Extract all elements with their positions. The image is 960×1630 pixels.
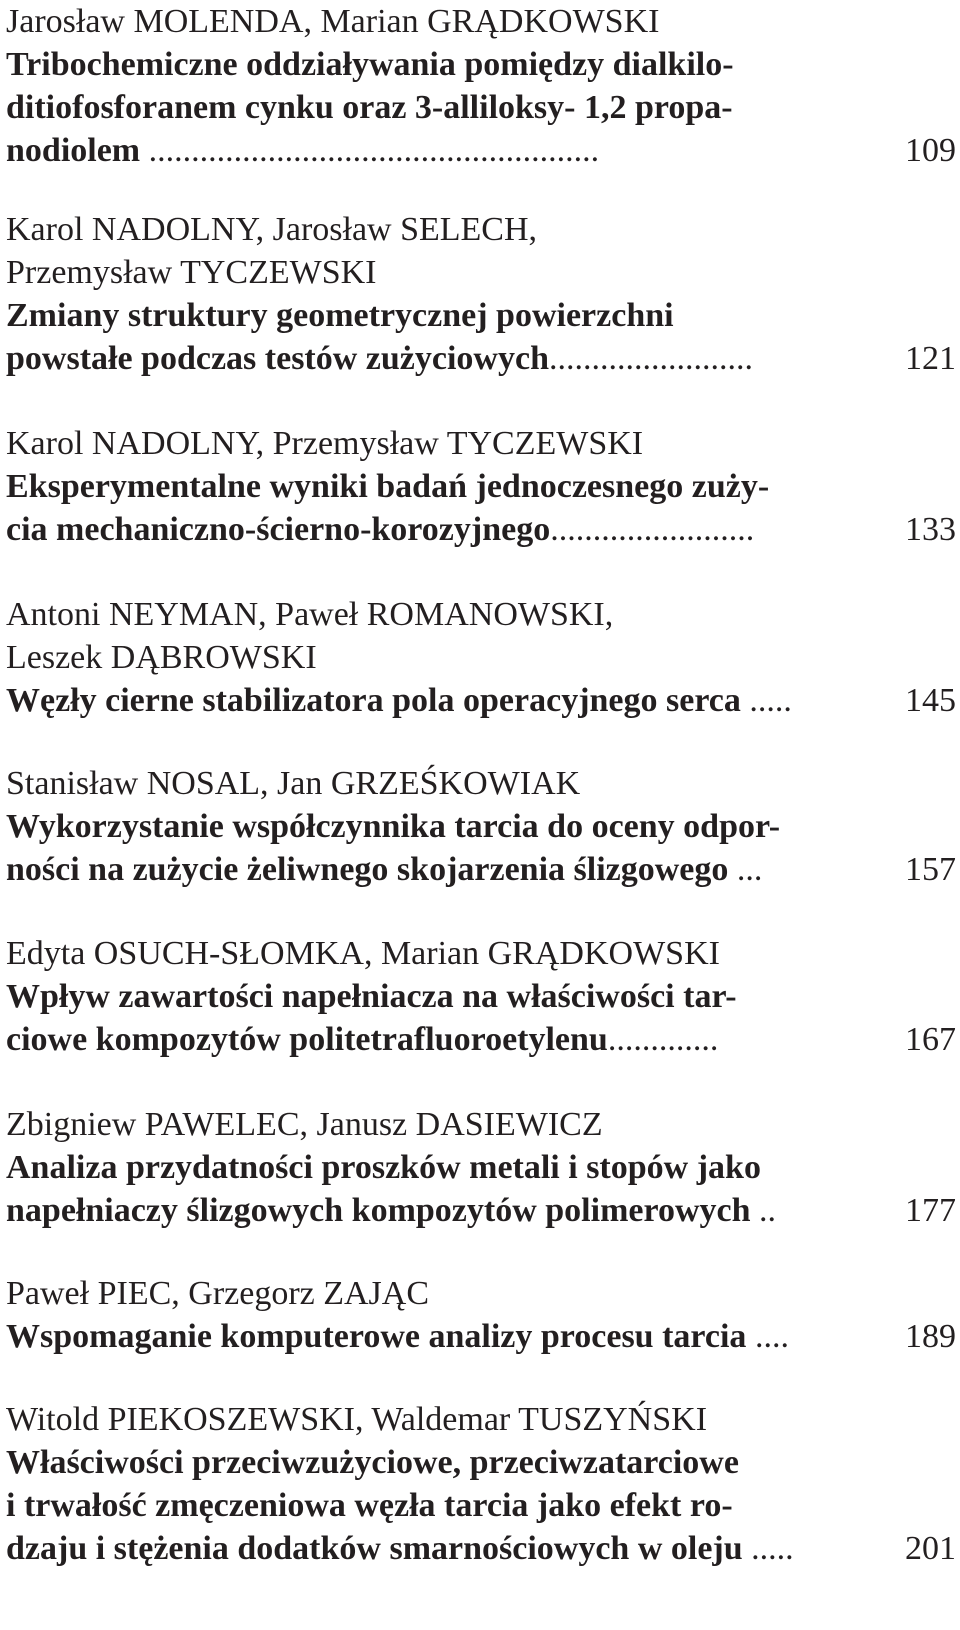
page-number[interactable]: 109 xyxy=(905,132,956,169)
dot-leader: .... xyxy=(746,1318,789,1355)
entry-authors: Leszek DĄBROWSKI xyxy=(6,639,317,676)
entry-title-end: cia mechaniczno-ścierno-korozyjnego xyxy=(6,511,551,548)
entry-title-line: Wpływ zawartości napełniacza na właściwości tar- xyxy=(6,978,737,1015)
entry-title-end: Węzły cierne stabilizatora pola operacyjnego serca xyxy=(6,682,741,719)
toc-entry xyxy=(6,593,956,722)
page-number[interactable]: 145 xyxy=(905,682,956,719)
page-number[interactable]: 157 xyxy=(905,851,956,888)
entry-title-last-line xyxy=(6,337,956,380)
entry-title-last-line xyxy=(6,129,956,172)
entry-title-line: Właściwości przeciwzużyciowe, przeciwzatarciowe xyxy=(6,1444,739,1481)
entry-title-last-line xyxy=(6,1527,956,1570)
dot-leader: ........................ xyxy=(550,511,755,548)
entry-title-line: Tribochemiczne oddziaływania pomiędzy dialkilo- xyxy=(6,46,734,83)
entry-authors: Stanisław NOSAL, Jan GRZEŚKOWIAK xyxy=(6,765,581,802)
entry-title-line: i trwałość zmęczeniowa węzła tarcia jako efekt ro- xyxy=(6,1487,733,1524)
entry-title-end: powstałe podczas testów zużyciowych xyxy=(6,340,549,377)
entry-authors: Witold PIEKOSZEWSKI, Waldemar TUSZYŃSKI xyxy=(6,1401,708,1438)
entry-title-last-line xyxy=(6,1315,956,1358)
entry-title-end: ciowe kompozytów politetrafluoroetylenu xyxy=(6,1021,608,1058)
entry-authors: Antoni NEYMAN, Paweł ROMANOWSKI, xyxy=(6,596,614,633)
page-number[interactable]: 189 xyxy=(905,1318,956,1355)
toc-entry xyxy=(6,1103,956,1232)
entry-title-last-line xyxy=(6,1018,956,1061)
dot-leader: ..................................................... xyxy=(140,132,600,169)
page-number[interactable]: 167 xyxy=(905,1021,956,1058)
entry-title-last-line xyxy=(6,1189,956,1232)
entry-authors: Jarosław MOLENDA, Marian GRĄDKOWSKI xyxy=(6,3,660,40)
dot-leader: ..... xyxy=(740,682,792,719)
entry-title-line: Analiza przydatności proszków metali i stopów jako xyxy=(6,1149,761,1186)
entry-title-end: napełniaczy ślizgowych kompozytów polimerowych xyxy=(6,1192,751,1229)
toc-entry xyxy=(6,1272,956,1358)
entry-authors: Zbigniew PAWELEC, Janusz DASIEWICZ xyxy=(6,1106,603,1143)
entry-authors: Karol NADOLNY, Jarosław SELECH, xyxy=(6,211,538,248)
entry-title-end: dzaju i stężenia dodatków smarnościowych w oleju xyxy=(6,1530,743,1567)
entry-title-line: Wykorzystanie współczynnika tarcia do oceny odpor- xyxy=(6,808,781,845)
page-number[interactable]: 201 xyxy=(905,1530,956,1567)
dot-leader: ........................ xyxy=(549,340,753,377)
dot-leader: ... xyxy=(728,851,763,888)
page-number[interactable]: 121 xyxy=(905,340,956,377)
toc-entry xyxy=(6,422,956,551)
entry-authors: Paweł PIEC, Grzegorz ZAJĄC xyxy=(6,1275,430,1312)
page-number[interactable]: 133 xyxy=(905,511,956,548)
entry-title-last-line xyxy=(6,508,956,551)
dot-leader: ..... xyxy=(742,1530,794,1567)
toc-entry xyxy=(6,0,956,172)
entry-title-line: Eksperymentalne wyniki badań jednoczesnego zuży- xyxy=(6,468,770,505)
toc-entry xyxy=(6,762,956,891)
entry-title-line: Zmiany struktury geometrycznej powierzchni xyxy=(6,297,674,334)
dot-leader: ............. xyxy=(607,1021,719,1058)
toc-entry xyxy=(6,932,956,1061)
entry-title-line: ditiofosforanem cynku oraz 3-alliloksy- 1,2 propa- xyxy=(6,89,733,126)
entry-title-end: Wspomaganie komputerowe analizy procesu tarcia xyxy=(6,1318,747,1355)
toc-entry xyxy=(6,1398,956,1570)
page-number[interactable]: 177 xyxy=(905,1192,956,1229)
entry-authors: Karol NADOLNY, Przemysław TYCZEWSKI xyxy=(6,425,644,462)
dot-leader: .. xyxy=(750,1192,777,1229)
entry-title-last-line xyxy=(6,679,956,722)
entry-title-end: nodiolem xyxy=(6,132,141,169)
entry-title-end: ności na zużycie żeliwnego skojarzenia ślizgowego xyxy=(6,851,729,888)
toc-entry xyxy=(6,208,956,380)
entry-authors: Przemysław TYCZEWSKI xyxy=(6,254,377,291)
entry-title-last-line xyxy=(6,848,956,891)
entry-authors: Edyta OSUCH-SŁOMKA, Marian GRĄDKOWSKI xyxy=(6,935,720,972)
